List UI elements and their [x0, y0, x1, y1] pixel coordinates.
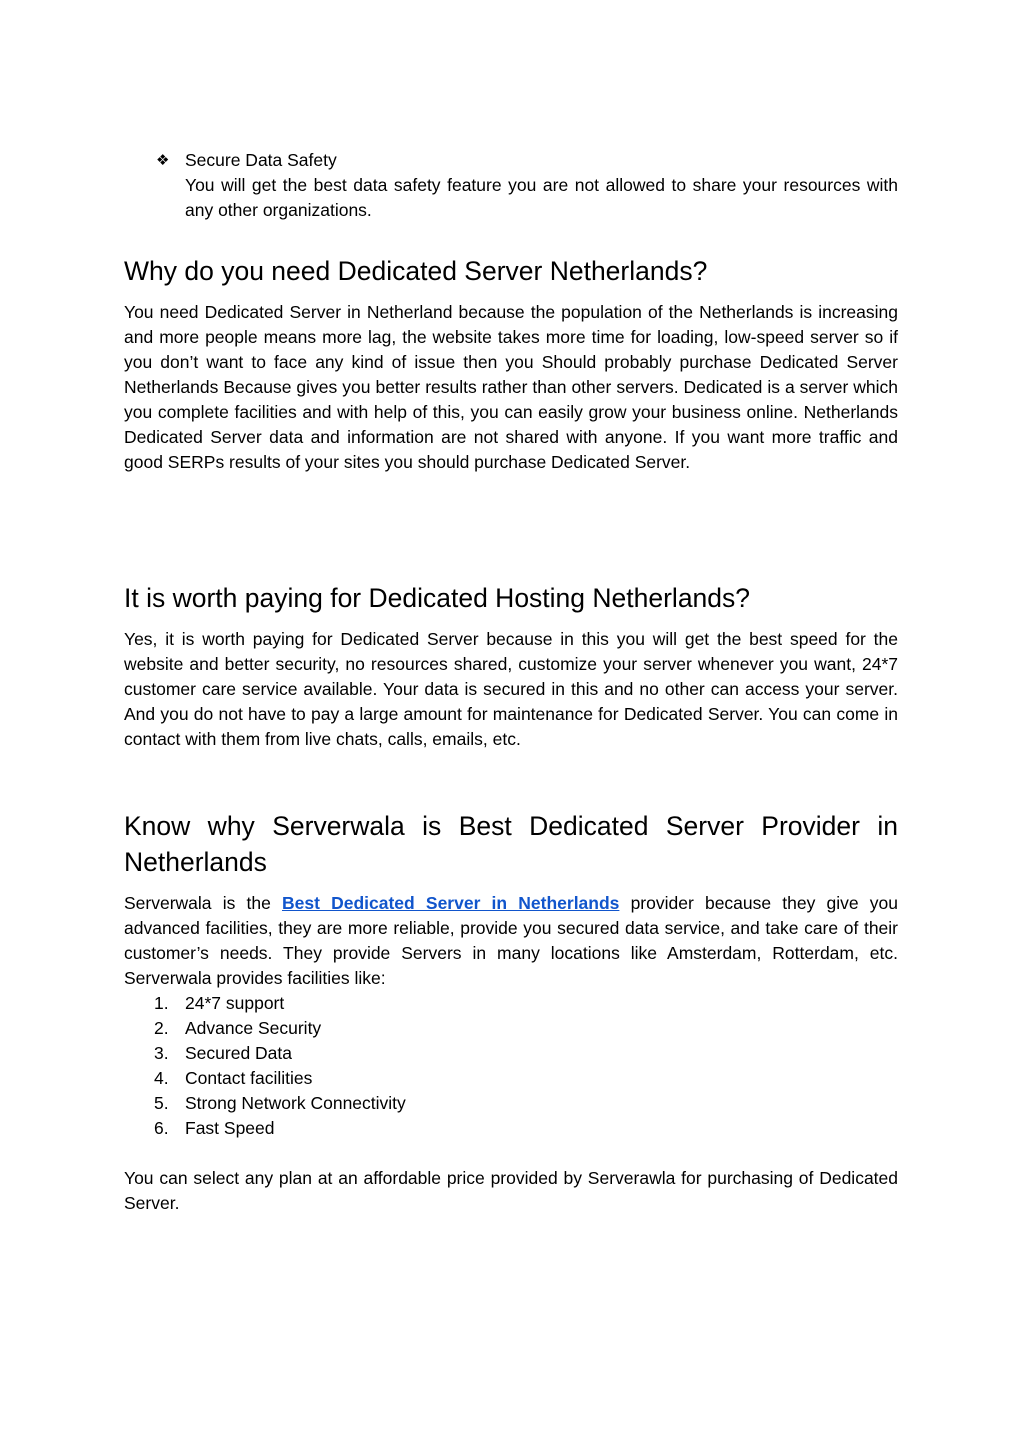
section-body-know [124, 891, 898, 991]
section-body-why: You need Dedicated Server in Netherland because the population of the Netherlands is increasing and more people means more lag, the website takes more time for loading, low-speed server so if you don’t want to face any kind of issue then you Should probably purchase Dedicated Server Netherlands Because gives you better results rather than other servers. Dedicated is a server which you complete facilities and with help of this, you can easily grow your business online. Netherlands Dedicated Server data and information are not shared with anyone. If you want more traffic and good SERPs results of your sites you should purchase Dedicated Server. [124, 302, 898, 472]
bullet-title: Secure Data Safety [185, 150, 337, 170]
list-item-label: Strong Network Connectivity [185, 1093, 406, 1113]
best-dedicated-server-link[interactable]: Best Dedicated Server in Netherlands [282, 893, 620, 913]
section-heading-know: Know why Serverwala is Best Dedicated Server Provider in Netherlands [124, 811, 898, 877]
list-item-label: 24*7 support [185, 993, 285, 1013]
list-number: 2. [154, 1018, 169, 1038]
list-number: 3. [154, 1043, 169, 1063]
list-item [124, 991, 406, 1016]
list-item-label: Secured Data [185, 1043, 293, 1063]
list-item [124, 1016, 406, 1041]
list-item [124, 1066, 406, 1091]
bullet-item-secure-data-safety [124, 148, 898, 223]
list-item-label: Fast Speed [185, 1118, 275, 1138]
list-item-label: Contact facilities [185, 1068, 313, 1088]
list-item [124, 1116, 406, 1141]
list-item [124, 1091, 406, 1116]
body-text-after-link: provider because they give you advanced facilities, they are more reliable, provide you secured data service, and take care of their customer’s needs. They provide Servers in many locations like Amsterdam, Rotterdam, etc. Serverwala provides facilities like: [124, 893, 899, 988]
bullet-content [185, 148, 898, 223]
diamond-bullet-icon: ❖ [156, 152, 170, 169]
list-item [124, 1041, 406, 1066]
section-heading-worth: It is worth paying for Dedicated Hosting Netherlands? [124, 583, 751, 613]
section-heading-why: Why do you need Dedicated Server Netherlands? [124, 256, 708, 286]
section-body-worth: Yes, it is worth paying for Dedicated Server because in this you will get the best speed for the website and better security, no resources shared, customize your server whenever you want, 24*7 customer care service available. Your data is secured in this and no other can access your server. And you do not have to pay a large amount for maintenance for Dedicated Server. You can come in contact with them from live chats, calls, emails, etc. [124, 629, 898, 749]
list-number: 6. [154, 1118, 169, 1138]
features-list [124, 991, 406, 1141]
body-text-before-link: Serverwala is the [124, 893, 282, 913]
list-number: 5. [154, 1093, 169, 1113]
list-number: 4. [154, 1068, 169, 1088]
bullet-description: You will get the best data safety feature you are not allowed to share your resources with any other organizations. [185, 175, 898, 220]
list-item-label: Advance Security [185, 1018, 322, 1038]
closing-paragraph: You can select any plan at an affordable price provided by Serverawla for purchasing of Dedicated Server. [124, 1168, 898, 1213]
list-number: 1. [154, 993, 169, 1013]
